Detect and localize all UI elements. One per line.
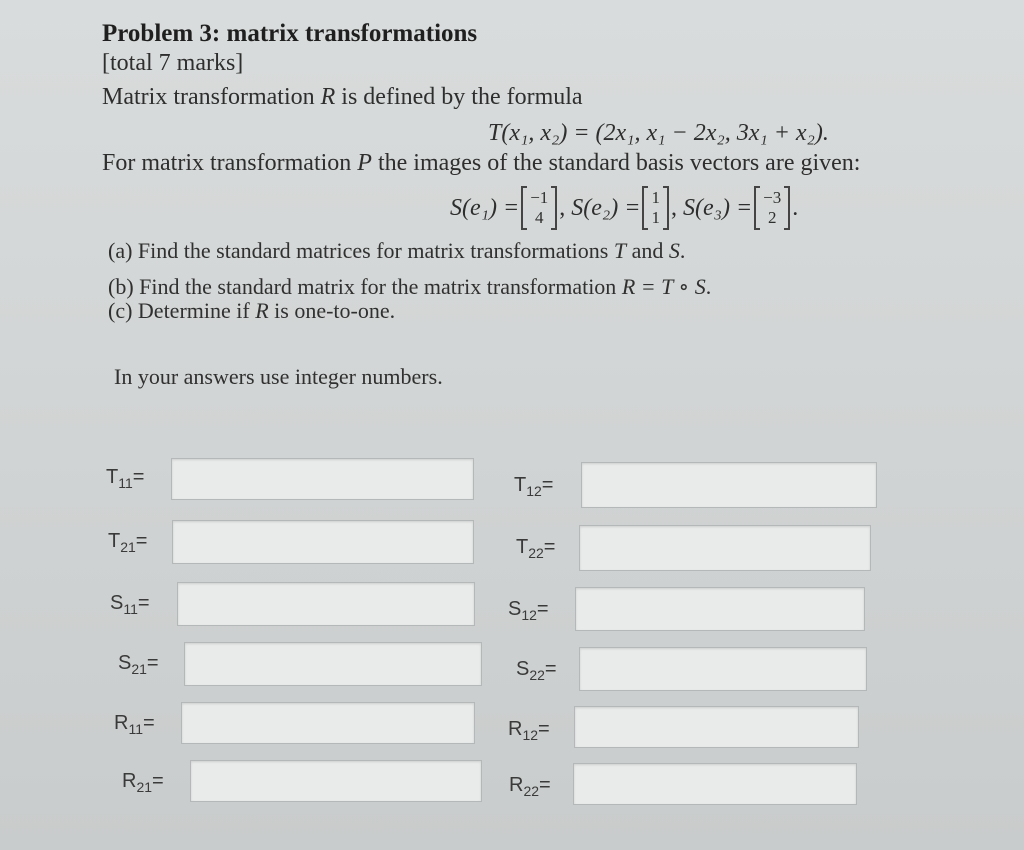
label-eq: = — [543, 536, 556, 558]
label-S22 — [516, 658, 557, 683]
label-eq: = — [541, 474, 554, 496]
label-sub: 11 — [123, 601, 138, 617]
label-R22 — [509, 774, 551, 799]
label-T22 — [516, 536, 555, 561]
label-sub: 11 — [118, 475, 133, 491]
label-eq: = — [536, 598, 549, 620]
label-S21 — [118, 652, 159, 677]
answer-S21-input[interactable] — [184, 642, 482, 686]
basis-intro — [102, 150, 860, 177]
basis-e2-top: 1 — [651, 188, 660, 207]
label-eq: = — [539, 774, 551, 796]
label-base: R — [508, 718, 523, 740]
label-base: T — [106, 466, 119, 488]
label-R21 — [122, 770, 164, 795]
part-a-end: . — [679, 238, 686, 263]
part-a — [108, 238, 685, 264]
integer-note: In your answers use integer numbers. — [114, 364, 443, 389]
basis-e3-label: S(e₃) = — [682, 194, 753, 221]
intro-prefix: Matrix transformation — [102, 84, 321, 110]
answer-S11-input[interactable] — [177, 582, 475, 626]
label-eq: = — [544, 658, 557, 680]
label-base: S — [508, 598, 522, 620]
part-b-text: (b) Find the standard matrix for the matrix transformation — [108, 274, 622, 299]
problem-intro — [102, 84, 583, 111]
label-base: S — [516, 658, 530, 680]
label-sub: 21 — [120, 539, 136, 555]
label-eq: = — [135, 530, 148, 552]
intro-variable: R — [320, 84, 336, 110]
answer-R11-input[interactable] — [181, 702, 475, 744]
label-S12 — [508, 598, 549, 623]
label-T11 — [106, 466, 144, 491]
basis-e2-label: S(e₂) = — [571, 194, 641, 221]
label-eq: = — [143, 712, 155, 734]
label-eq: = — [132, 466, 145, 488]
part-c-text: (c) Determine if — [108, 298, 256, 323]
answer-R22-input[interactable] — [573, 763, 857, 805]
part-c-variable: R — [255, 298, 269, 323]
part-a-S: S — [668, 238, 680, 263]
answer-T11-input[interactable] — [171, 458, 474, 500]
problem-title: Problem 3: matrix transformations — [102, 20, 478, 47]
label-R11 — [114, 712, 155, 737]
basis-variable: P — [357, 150, 372, 176]
answer-T21-input[interactable] — [172, 520, 474, 564]
basis-e3-top: −3 — [763, 188, 782, 207]
label-eq: = — [538, 718, 550, 740]
basis-e1-label: S(e₁) = — [450, 194, 520, 221]
basis-suffix: the images of the standard basis vectors are given: — [371, 150, 861, 176]
answer-S22-input[interactable] — [579, 647, 867, 691]
part-c — [108, 298, 395, 324]
label-sub: 12 — [521, 607, 537, 623]
label-base: T — [108, 530, 121, 552]
basis-images: S(e₁) = −1 4 , S(e₂) = 1 1 , S(e₃) = −3 2 . — [450, 186, 798, 230]
label-eq: = — [137, 592, 150, 614]
basis-e3-vector — [754, 186, 790, 230]
label-base: S — [118, 652, 132, 674]
label-sub: 22 — [523, 783, 540, 799]
label-sub: 22 — [528, 545, 544, 561]
part-b-end: . — [705, 274, 712, 299]
label-sub: 21 — [131, 661, 147, 677]
formula-T: T(x₁, x₂) = (2x₁, x₁ − 2x₂, 3x₁ + x₂). — [488, 120, 829, 146]
label-R12 — [508, 718, 550, 743]
part-c-suffix: is one-to-one. — [268, 298, 396, 323]
label-base: T — [514, 474, 527, 496]
part-a-and: and — [626, 238, 669, 263]
part-b-formula: R = T ∘ S — [621, 274, 706, 299]
basis-e1-vector — [521, 186, 557, 230]
part-a-text: (a) Find the standard matrices for matrix transformations — [108, 238, 614, 263]
label-S11 — [110, 592, 150, 617]
label-sub: 12 — [526, 483, 542, 499]
basis-e2-bottom: 1 — [651, 208, 660, 227]
basis-e1-bottom: 4 — [534, 208, 544, 227]
answer-T22-input[interactable] — [579, 525, 871, 571]
answer-T12-input[interactable] — [581, 462, 877, 508]
total-marks: [total 7 marks] — [102, 50, 244, 76]
answer-S12-input[interactable] — [575, 587, 865, 631]
label-T12 — [514, 474, 553, 499]
label-base: R — [122, 770, 137, 792]
basis-e2-vector — [642, 186, 669, 230]
label-eq: = — [152, 770, 164, 792]
label-base: R — [509, 774, 524, 796]
part-b — [108, 274, 711, 300]
label-sub: 12 — [522, 727, 539, 743]
answer-R12-input[interactable] — [574, 706, 859, 748]
basis-prefix: For matrix transformation — [102, 150, 358, 176]
label-base: S — [110, 592, 124, 614]
label-sub: 22 — [529, 667, 545, 683]
label-base: T — [516, 536, 529, 558]
label-T21 — [108, 530, 147, 555]
part-a-T: T — [613, 238, 627, 263]
label-sub: 21 — [136, 779, 153, 795]
answer-R21-input[interactable] — [190, 760, 482, 802]
label-sub: 11 — [128, 721, 143, 737]
label-base: R — [114, 712, 129, 734]
label-eq: = — [146, 652, 159, 674]
intro-suffix: is defined by the formula — [335, 84, 583, 110]
basis-e3-bottom: 2 — [767, 208, 777, 227]
basis-e1-top: −1 — [530, 188, 549, 207]
